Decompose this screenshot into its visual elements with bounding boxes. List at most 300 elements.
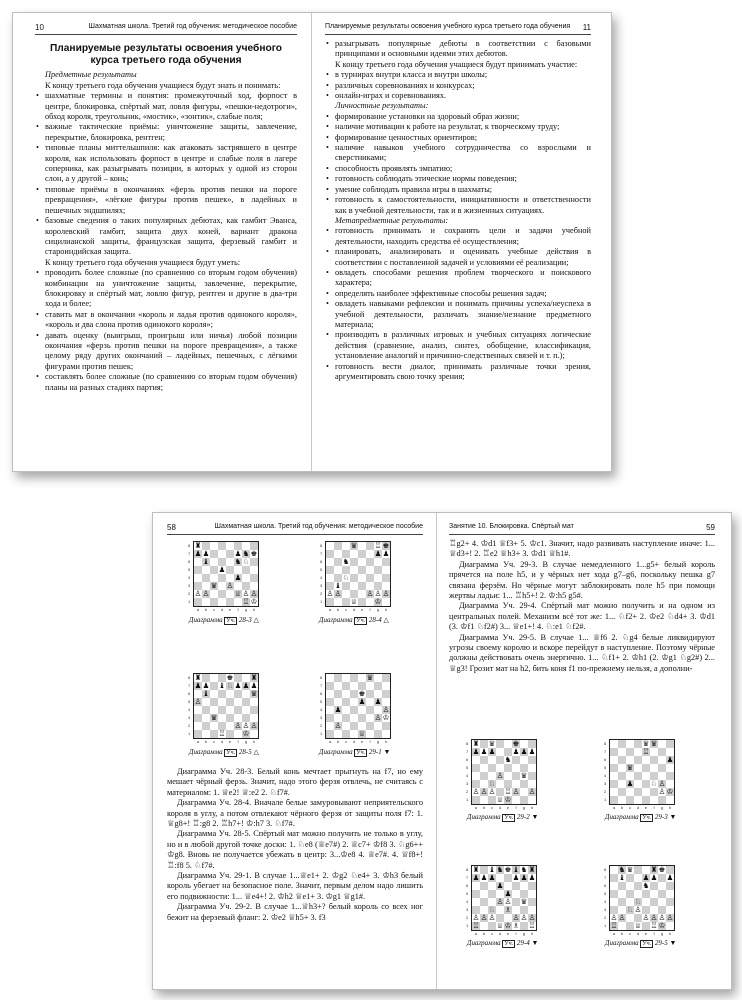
caption-id: 28-3 xyxy=(238,616,252,624)
rank-label: 8 xyxy=(604,741,607,746)
can-intro: К концу третьего года обучения учащиеся будут уметь: xyxy=(45,257,241,267)
know-list xyxy=(35,91,297,258)
list-item: • овладеть навыками рефлексии и понимать причины успеха/неуспеха в учебной деятельности, различать знание/незнание предметного материала; xyxy=(325,299,591,330)
rank-label: 4 xyxy=(466,899,469,904)
white-pawn-piece: ♙ xyxy=(666,913,674,922)
black-rook-piece: ♜ xyxy=(472,739,480,748)
file-label: a xyxy=(328,739,332,744)
list-item: • разыгрывать популярные дебюты в соответствии с базовыми принципами и основными идеями этих дебютов. xyxy=(325,39,591,60)
rank-labels xyxy=(604,740,606,804)
rank-label: 1 xyxy=(604,797,607,802)
file-label: g xyxy=(244,739,248,744)
file-label: b xyxy=(336,607,340,612)
rank-label: 2 xyxy=(320,591,323,596)
white-pawn-piece: ♙ xyxy=(496,897,504,906)
white-queen-piece: ♕ xyxy=(634,921,642,930)
caption-box: Уч. xyxy=(504,815,514,821)
list-item: • готовность соблюдать этические нормы поведения; xyxy=(325,174,591,184)
solution-paragraph: Диаграмма Уч. 28-3. Белый конь мечтает прыгнуть на f7, но ему мешает чёрный ферзь. Значит, надо этого ферзя отвлечь, не считаясь с материалом: 1. ♕e2! ♕:e2 2. ♘f7#. xyxy=(167,767,423,797)
black-pawn-piece: ♟ xyxy=(480,747,488,756)
file-label: h xyxy=(530,931,534,936)
file-label: f xyxy=(653,931,655,936)
caption-id: 29-2 xyxy=(516,813,530,821)
white-pawn-piece: ♙ xyxy=(658,787,666,796)
file-label: c xyxy=(491,805,493,810)
white-rook-piece: ♖ xyxy=(374,541,382,550)
white-pawn-piece: ♙ xyxy=(520,913,528,922)
personal-label: Личностные результаты: xyxy=(335,101,429,111)
list-item: • базовые сведения о таких популярных дебютах, как гамбит Эванса, королевский гамбит, защита двух коней, вариант дракона сицилианской защиты, французская защита, ферзевый гамбит и староиндийская защита. xyxy=(35,216,297,258)
solution-paragraph: Диаграмма Уч. 29-5. В случае 1... ♕f6 2. ♘g4 белые ликвидируют угрозы своему королю и вскоре перейдут в наступление. Поэтому чёрные должны действовать очень энергично. 1... ♘f1+ 2. ♔h1 (2. ♔g1 ♘g2#) 2... ♕g3! Грозит мат на h2, бить коня f1 по-прежнему нельзя, а дополни- xyxy=(449,632,715,673)
list-item: • типовые планы миттельшпиля: как атаковать застрявшего в центре короля, как использовать форпост в центре и слабые поля в лагере соперника, как разыгрывать позиции, в которых у одной из сторон слон, а у другой – конь; xyxy=(35,143,297,185)
black-king-piece: ♚ xyxy=(382,541,390,550)
black-pawn-piece: ♟ xyxy=(488,747,496,756)
black-pawn-piece: ♟ xyxy=(234,681,242,690)
file-label: b xyxy=(204,739,208,744)
white-pawn-piece: ♙ xyxy=(504,897,512,906)
file-label: a xyxy=(474,931,478,936)
page-body xyxy=(167,767,423,923)
caption-label: Диаграмма xyxy=(467,939,501,947)
rank-labels xyxy=(466,740,468,804)
file-label: b xyxy=(336,739,340,744)
chess-board-28-3 xyxy=(188,541,259,612)
diagram-caption xyxy=(467,813,538,821)
list-item: • важные тактические приёмы: уничтожение защиты, завлечение, перекрытие, блокировка, рентген; xyxy=(35,122,297,143)
file-label: e xyxy=(228,739,232,744)
caption-box: Уч. xyxy=(226,618,236,624)
file-label: f xyxy=(237,739,239,744)
rank-label: 2 xyxy=(188,591,191,596)
diagram-caption xyxy=(467,939,538,947)
solution-paragraph: Диаграмма Уч. 29-3. В случае немедленного 1...g5+ белый король прячется на поле h5, и у чёрных нет хода g7–g6, поскольку пешка g7 связана ферзём. Но чёрные могут заблокировать поле h5 при помощи жертвы ладьи: 1... ♖h5+! 2. ♔:h5 g5#. xyxy=(449,559,715,601)
file-label: b xyxy=(482,805,486,810)
know-intro: К концу третьего года обучения учащиеся будут знать и понимать: xyxy=(45,80,281,90)
white-pawn-piece: ♙ xyxy=(658,913,666,922)
black-pawn-piece: ♟ xyxy=(202,681,210,690)
file-label: c xyxy=(629,931,631,936)
rank-label: 3 xyxy=(604,907,607,912)
diagram-caption xyxy=(605,813,676,821)
black-bishop-piece: ♝ xyxy=(202,689,210,698)
white-queen-piece: ♕ xyxy=(350,597,358,606)
caption-box: Уч. xyxy=(226,750,236,756)
solution-paragraph: Диаграмма Уч. 28-4. Вначале белые замуровывают неприятельского короля в углу, а потом отвлекают чёрного ферзя от защиты поля f7: 1. ♕g8+! ♖:g8 2. ♖h7+! ♔:h7 3. ♘f7#. xyxy=(167,798,423,829)
file-label: d xyxy=(636,931,640,936)
white-pawn-piece: ♙ xyxy=(528,787,536,796)
rank-labels xyxy=(188,674,190,738)
white-pawn-piece: ♙ xyxy=(242,721,250,730)
black-pawn-piece: ♟ xyxy=(242,681,250,690)
list-item: • формирование ценностных ориентиров; xyxy=(325,133,591,143)
rank-labels xyxy=(320,674,322,738)
rank-label: 5 xyxy=(320,567,323,572)
rank-label: 7 xyxy=(604,749,607,754)
white-pawn-piece: ♙ xyxy=(618,913,626,922)
rank-labels xyxy=(466,866,468,930)
white-rook-piece: ♖ xyxy=(504,787,512,796)
list-item: • определять наиболее эффективные способы решения задач; xyxy=(325,289,591,299)
white-pawn-piece: ♙ xyxy=(242,589,250,598)
white-pawn-piece: ♙ xyxy=(226,581,234,590)
white-rook-piece: ♖ xyxy=(472,921,480,930)
black-pawn-piece: ♟ xyxy=(512,747,520,756)
file-label: a xyxy=(196,607,200,612)
white-pawn-piece: ♙ xyxy=(512,913,520,922)
caption-id: 28-4 xyxy=(368,616,382,624)
black-rook-piece: ♜ xyxy=(650,865,658,874)
black-pawn-piece: ♟ xyxy=(512,873,520,882)
white-pawn-piece: ♙ xyxy=(234,721,242,730)
white-pawn-piece: ♙ xyxy=(250,589,258,598)
file-label: h xyxy=(384,739,388,744)
white-pawn-piece: ♙ xyxy=(472,913,480,922)
rank-label: 1 xyxy=(320,599,323,604)
list-item: • производить в различных игровых и учебных ситуациях логические действия (сравнение, анализ, синтез, обобщение, классификация, установление аналогий и причинно-следственных связей и т. п.); xyxy=(325,330,591,361)
file-label: h xyxy=(668,931,672,936)
list-item: • готовность к самостоятельности, инициативности и ответственности как в учебной деятельности, так и в жизненных ситуациях. xyxy=(325,195,591,216)
list-item: • наличие навыков учебного сотрудничества со взрослыми и сверстниками; xyxy=(325,143,591,164)
black-knight-piece: ♞ xyxy=(520,865,528,874)
rank-label: 4 xyxy=(466,773,469,778)
black-bishop-piece: ♝ xyxy=(512,865,520,874)
caption-box: Уч. xyxy=(356,618,366,624)
meta-list xyxy=(325,226,591,382)
caption-id: 29-5 xyxy=(654,939,668,947)
black-queen-piece: ♛ xyxy=(650,739,658,748)
file-label: h xyxy=(530,805,534,810)
file-label: c xyxy=(345,739,347,744)
chess-board-29-4 xyxy=(466,865,537,936)
rank-label: 7 xyxy=(466,875,469,880)
file-label: g xyxy=(244,607,248,612)
book-spread-bottom xyxy=(152,512,732,990)
caption-box: Уч. xyxy=(642,941,652,947)
black-pawn-piece: ♟ xyxy=(528,873,536,882)
black-pawn-piece: ♟ xyxy=(234,573,242,582)
meta-label: Метапредметные результаты: xyxy=(335,215,449,225)
rank-label: 7 xyxy=(604,875,607,880)
file-label: g xyxy=(376,607,380,612)
white-king-piece: ♔ xyxy=(658,921,666,930)
white-pawn-piece: ♙ xyxy=(496,771,504,780)
white-king-piece: ♔ xyxy=(382,713,390,722)
chess-board-29-3 xyxy=(604,739,675,810)
white-king-piece: ♔ xyxy=(504,921,512,930)
file-label: f xyxy=(369,607,371,612)
white-pawn-piece: ♙ xyxy=(366,589,374,598)
file-labels xyxy=(610,931,674,936)
black-queen-piece: ♛ xyxy=(210,713,218,722)
file-label: e xyxy=(506,931,510,936)
file-label: e xyxy=(506,805,510,810)
chess-board-29-1 xyxy=(320,673,391,744)
black-pawn-piece: ♟ xyxy=(504,889,512,898)
running-header xyxy=(449,523,715,535)
rank-label: 1 xyxy=(466,923,469,928)
black-pawn-piece: ♟ xyxy=(480,873,488,882)
list-item: • шахматные термины и понятия: промежуточный ход, форпост в центре, блокировка, спёртый мат, ловля фигуры, «пешки-недотроги», обход короля, треугольник, «мостик», «зонтик», слабые поля; xyxy=(35,91,297,122)
list-item: • составлять более сложные (по сравнению со вторым годом обучения) планы на разных стадиях партия; xyxy=(35,372,297,393)
running-header xyxy=(35,23,297,35)
personal-list xyxy=(325,112,591,216)
list-item: • различных соревнованиях и конкурсах; xyxy=(325,81,591,91)
file-label: f xyxy=(237,607,239,612)
solution-paragraph: Диаграмма Уч. 28-5. Спёртый мат можно получить не только в углу, но и в любой другой точке доски: 1. ♘e8 (♕e7#) 2. ♕c7+ ♔f8 3. ♘g6++ ♔g8. Вновь не получается убежать в центр: 3...♔e8 4. ♕e7#. 4. ♕f8+! ♖:f8 5. ♘f7#. xyxy=(167,829,423,870)
caption-label: Диаграмма xyxy=(319,748,353,756)
black-queen-piece: ♛ xyxy=(250,689,258,698)
white-king-piece: ♔ xyxy=(242,729,250,738)
diagram-caption xyxy=(189,616,259,624)
black-knight-piece: ♞ xyxy=(496,865,504,874)
list-item: • способность проявлять эмпатию; xyxy=(325,164,591,174)
rank-label: 4 xyxy=(604,773,607,778)
list-item: • давать оценку (выигрыш, проигрыш или ничья) любой позиции окончания «ферзь против пешки на пороге превращения», а также целому ряду других окончаний – ладейных, пешечных, с лёгкими фигурами против пешек; xyxy=(35,331,297,373)
black-pawn-piece: ♟ xyxy=(218,565,226,574)
black-pawn-piece: ♟ xyxy=(520,747,528,756)
file-label: d xyxy=(352,739,356,744)
rank-label: 6 xyxy=(604,883,607,888)
caption-id: 29-3 xyxy=(654,813,668,821)
page-body xyxy=(35,43,297,393)
file-label: h xyxy=(384,607,388,612)
black-queen-piece: ♛ xyxy=(642,739,650,748)
black-rook-piece: ♜ xyxy=(250,673,258,682)
white-pawn-piece: ♙ xyxy=(528,913,536,922)
caption-label: Диаграмма xyxy=(189,748,223,756)
black-king-piece: ♚ xyxy=(512,739,520,748)
white-queen-piece: ♕ xyxy=(234,589,242,598)
black-pawn-piece: ♟ xyxy=(194,681,202,690)
participate-intro: К концу третьего года обучения учащиеся будут принимать участие: xyxy=(335,59,578,69)
file-label: g xyxy=(660,805,664,810)
file-label: d xyxy=(498,931,502,936)
rank-label: 8 xyxy=(320,675,323,680)
rank-label: 8 xyxy=(466,867,469,872)
page-number: 59 xyxy=(706,523,715,532)
rank-labels xyxy=(188,542,190,606)
black-knight-piece: ♞ xyxy=(618,865,626,874)
black-rook-piece: ♜ xyxy=(194,673,202,682)
file-label: e xyxy=(644,931,648,936)
caption-box: Уч. xyxy=(356,750,366,756)
list-item: • планировать, анализировать и оценивать учебные действия в соответствии с поставленной задачей и условиями её реализации; xyxy=(325,247,591,268)
black-bishop-piece: ♝ xyxy=(488,865,496,874)
solution-paragraph: Диаграмма Уч. 29-4. Спёртый мат можно получить и на одном из центральных полей. Механизм всё тот же: 1... ♘f2+ 2. ♔e2 ♘d4+ 3. ♔d1 (3. ♔f1 ♘f2#) 3... ♕e1+! 4. ♘:e1 ♘f2#. xyxy=(449,601,715,632)
file-label: b xyxy=(204,607,208,612)
rank-label: 4 xyxy=(320,707,323,712)
rank-label: 5 xyxy=(466,765,469,770)
white-pawn-piece: ♙ xyxy=(382,589,390,598)
triangle-down-icon: ▼ xyxy=(531,813,539,821)
black-rook-piece: ♜ xyxy=(194,541,202,550)
black-pawn-piece: ♟ xyxy=(520,873,528,882)
rank-label: 5 xyxy=(604,891,607,896)
white-pawn-piece: ♙ xyxy=(326,589,334,598)
black-queen-piece: ♛ xyxy=(520,771,528,780)
white-rook-piece: ♖ xyxy=(528,921,536,930)
list-item: • наличие мотивации к работе на результат, к творческому труду; xyxy=(325,122,591,132)
file-labels xyxy=(472,931,536,936)
black-pawn-piece: ♟ xyxy=(382,549,390,558)
white-pawn-piece: ♙ xyxy=(488,787,496,796)
rank-label: 1 xyxy=(188,599,191,604)
triangle-down-icon: ▼ xyxy=(383,748,391,756)
rank-label: 3 xyxy=(466,781,469,786)
page-number: 11 xyxy=(582,23,591,32)
list-item: • готовность вести диалог, принимать различные точки зрения, аргументировать свою точку зрения; xyxy=(325,362,591,383)
white-pawn-piece: ♙ xyxy=(374,713,382,722)
white-pawn-piece: ♙ xyxy=(512,787,520,796)
triangle-up-icon: △ xyxy=(253,616,259,624)
white-knight-piece: ♘ xyxy=(342,573,350,582)
white-bishop-piece: ♗ xyxy=(504,905,512,914)
rank-label: 2 xyxy=(604,915,607,920)
white-bishop-piece: ♗ xyxy=(512,921,520,930)
white-pawn-piece: ♙ xyxy=(480,787,488,796)
rank-label: 6 xyxy=(188,559,191,564)
white-queen-piece: ♕ xyxy=(358,729,366,738)
black-pawn-piece: ♟ xyxy=(472,873,480,882)
file-label: g xyxy=(522,931,526,936)
white-king-piece: ♔ xyxy=(666,787,674,796)
black-queen-piece: ♛ xyxy=(210,581,218,590)
black-pawn-piece: ♟ xyxy=(194,549,202,558)
white-pawn-piece: ♙ xyxy=(650,913,658,922)
file-label: h xyxy=(252,607,256,612)
white-queen-piece: ♕ xyxy=(496,795,504,804)
rank-label: 6 xyxy=(604,757,607,762)
page-right-59 xyxy=(449,513,715,989)
triangle-down-icon: ▼ xyxy=(669,813,677,821)
file-label: c xyxy=(629,805,631,810)
black-pawn-piece: ♟ xyxy=(650,873,658,882)
caption-label: Диаграмма xyxy=(467,813,501,821)
file-label: e xyxy=(360,607,364,612)
rank-label: 3 xyxy=(320,583,323,588)
white-pawn-piece: ♙ xyxy=(658,779,666,788)
file-label: d xyxy=(636,805,640,810)
black-pawn-piece: ♟ xyxy=(202,549,210,558)
running-header xyxy=(167,523,423,535)
list-item: • ставить мат в окончании «король и ладья против одинокого короля», «король и два слона против одинокого короля»; xyxy=(35,310,297,331)
diagram-caption xyxy=(319,616,389,624)
page-right-11 xyxy=(325,13,591,471)
participate-list xyxy=(325,70,591,101)
black-bishop-piece: ♝ xyxy=(218,681,226,690)
file-label: f xyxy=(515,805,517,810)
file-labels xyxy=(194,607,258,612)
header-title: Шахматная школа. Третий год обучения: методическое пособие xyxy=(214,523,423,530)
white-knight-piece: ♘ xyxy=(634,897,642,906)
caption-label: Диаграмма xyxy=(189,616,223,624)
file-label: h xyxy=(668,805,672,810)
white-pawn-piece: ♙ xyxy=(610,913,618,922)
page-number: 58 xyxy=(167,523,176,532)
file-labels xyxy=(326,607,390,612)
white-knight-piece: ♘ xyxy=(226,681,234,690)
rank-label: 2 xyxy=(320,723,323,728)
top-list xyxy=(325,39,591,60)
white-pawn-piece: ♙ xyxy=(634,905,642,914)
white-knight-piece: ♘ xyxy=(488,905,496,914)
rank-label: 6 xyxy=(466,757,469,762)
white-pawn-piece: ♙ xyxy=(194,697,202,706)
rank-label: 8 xyxy=(320,543,323,548)
caption-box: Уч. xyxy=(504,941,514,947)
white-pawn-piece: ♙ xyxy=(202,589,210,598)
list-item: • готовность принимать и сохранять цели и задачи учебной деятельности, находить средства её осуществления; xyxy=(325,226,591,247)
white-pawn-piece: ♙ xyxy=(642,913,650,922)
solution-paragraph: ♖g2+ 4. ♔d1 ♕f3+ 5. ♔c1. Значит, надо развивать наступление иначе: 1... ♕d3+! 2. ♖e2 ♕h3+ 3. ♔d1 ♕h1#. xyxy=(449,539,715,559)
solution-paragraph: Диаграмма Уч. 29-1. В случае 1...♕e1+ 2. ♔g2 ♘e4+ 3. ♔h3 белый король убегает на безопасное поле. Значит, первым делом надо лишить его подвижности: 1... ♕e4+! 2. ♔h2 ♕e1+ 3. ♔g1 ♕g1#. xyxy=(167,871,423,901)
file-label: c xyxy=(213,739,215,744)
caption-label: Диаграмма xyxy=(319,616,353,624)
white-pawn-piece: ♙ xyxy=(374,589,382,598)
black-pawn-piece: ♟ xyxy=(374,549,382,558)
black-pawn-piece: ♟ xyxy=(626,779,634,788)
black-queen-piece: ♛ xyxy=(350,541,358,550)
subject-label: Предметные результаты xyxy=(45,70,137,80)
white-pawn-piece: ♙ xyxy=(194,589,202,598)
black-queen-piece: ♛ xyxy=(626,763,634,772)
file-label: e xyxy=(644,805,648,810)
rank-label: 5 xyxy=(188,699,191,704)
list-item: • проводить более сложные (по сравнению со вторым годом обучения) комбинации на уничтожение защиты, завлечение, перекрытие, блокировку и спёртый мат, ловлю фигур, рентген и другие в два-три хода и более; xyxy=(35,268,297,310)
rank-label: 2 xyxy=(188,723,191,728)
black-knight-piece: ♞ xyxy=(242,549,250,558)
file-label: c xyxy=(491,931,493,936)
gutter xyxy=(436,513,437,989)
file-label: g xyxy=(660,931,664,936)
file-label: b xyxy=(620,931,624,936)
white-knight-piece: ♘ xyxy=(650,779,658,788)
black-rook-piece: ♜ xyxy=(528,865,536,874)
rank-label: 1 xyxy=(320,731,323,736)
file-label: d xyxy=(220,607,224,612)
page-body xyxy=(325,39,591,382)
white-queen-piece: ♕ xyxy=(496,921,504,930)
black-bishop-piece: ♝ xyxy=(202,557,210,566)
file-label: d xyxy=(220,739,224,744)
file-label: c xyxy=(345,607,347,612)
black-bishop-piece: ♝ xyxy=(334,581,342,590)
rank-label: 3 xyxy=(320,715,323,720)
white-pawn-piece: ♙ xyxy=(382,705,390,714)
list-item: • умение соблюдать правила игры в шахматы; xyxy=(325,185,591,195)
black-king-piece: ♚ xyxy=(504,865,512,874)
diagram-caption xyxy=(605,939,676,947)
header-title: Шахматная школа. Третий год обучения: методическое пособие xyxy=(88,23,297,30)
caption-id: 28-5 xyxy=(238,748,252,756)
header-title: Планируемые результаты освоения учебного курса третьего года обучения xyxy=(325,23,571,30)
white-knight-piece: ♘ xyxy=(242,557,250,566)
list-item: • в турнирах внутри класса и внутри школы; xyxy=(325,70,591,80)
white-pawn-piece: ♙ xyxy=(472,787,480,796)
white-pawn-piece: ♙ xyxy=(480,913,488,922)
chess-board-28-5 xyxy=(188,673,259,744)
rank-labels xyxy=(320,542,322,606)
caption-id: 29-4 xyxy=(516,939,530,947)
rank-label: 3 xyxy=(466,907,469,912)
black-pawn-piece: ♟ xyxy=(334,705,342,714)
caption-label: Диаграмма xyxy=(605,939,639,947)
file-label: b xyxy=(620,805,624,810)
black-pawn-piece: ♟ xyxy=(250,681,258,690)
black-bishop-piece: ♝ xyxy=(618,873,626,882)
rank-label: 7 xyxy=(188,683,191,688)
diagram-caption xyxy=(319,748,390,756)
